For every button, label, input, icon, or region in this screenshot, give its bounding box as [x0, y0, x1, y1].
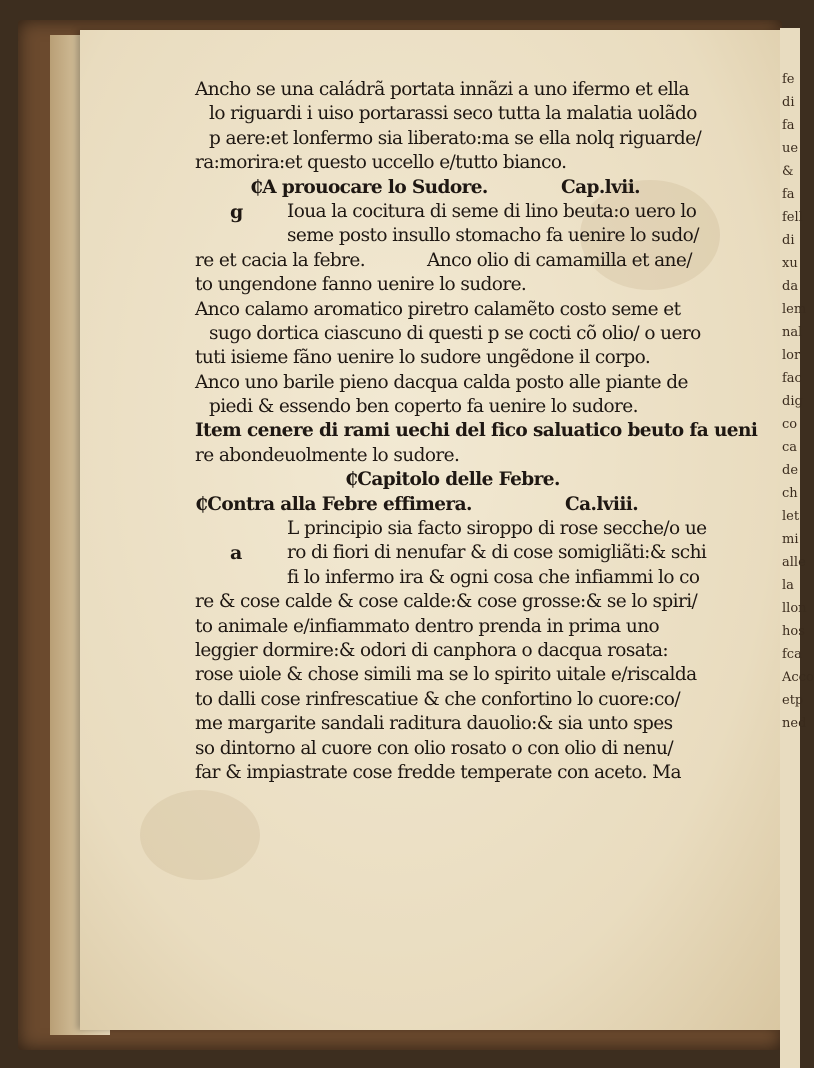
text-line	[195, 712, 755, 736]
facing-page-fragment: ca	[782, 440, 798, 455]
facing-page-fragment: fe	[782, 72, 795, 87]
text-line	[195, 663, 755, 687]
text-line	[195, 419, 758, 443]
text-line	[195, 517, 755, 541]
facing-page-edge	[780, 28, 814, 1068]
line-text: Anco calamo aromatico piretro calamẽto costo seme et	[195, 298, 681, 320]
line-text: to dalli cose rinfrescatiue & che confortino lo cuore:co/	[195, 688, 680, 710]
text-line	[195, 151, 755, 175]
text-line	[195, 688, 755, 712]
line-text: re & cose calde & cose calde:& cose grosse:& se lo spiri/	[195, 591, 698, 613]
facing-page-fragment: fca	[782, 647, 802, 662]
text-line	[195, 444, 755, 468]
text-line	[195, 371, 755, 395]
line-text: ro di fiori di nenufar & di cose somigliãti:& schi	[287, 542, 707, 564]
facing-page-fragment: xu	[782, 256, 798, 271]
text-line	[195, 224, 755, 248]
line-text: p aere:et lonfermo sia liberato:ma se ella nolq riguarde/	[209, 127, 702, 149]
line-text: rose uiole & chose simili ma se lo spirito uitale e/riscalda	[195, 664, 697, 686]
text-line	[195, 639, 755, 663]
facing-page-fragment: de	[782, 463, 799, 478]
line-text: Item cenere di rami uechi del fico saluatico beuto fa ueni	[195, 420, 758, 442]
text-line	[195, 346, 755, 370]
line-text: sugo dortica ciascuno di questi p se cocti cõ olio/ o uero	[209, 322, 701, 344]
line-text: re et cacia la febre.	[195, 249, 366, 271]
section-title: ₵Capitolo delle Febre.	[345, 469, 560, 491]
line-text: piedi & essendo ben coperto fa uenire lo sudore.	[209, 396, 638, 418]
facing-page-fragment: fa	[782, 187, 795, 202]
line-text: me margarite sandali raditura dauolio:& sia unto spes	[195, 713, 673, 735]
page-text-block	[195, 78, 758, 810]
text-line	[195, 102, 755, 126]
line-text: tuti isieme fãno uenire lo sudore ungẽdone il corpo.	[195, 347, 651, 369]
facing-page-fragment: la	[782, 578, 794, 593]
line-text: L principio sia facto siroppo di rose secche/o ue	[287, 518, 707, 540]
text-line	[195, 127, 755, 151]
text-line	[195, 761, 755, 785]
facing-page-fragment: fell	[782, 210, 803, 225]
facing-page-fragment: etp	[782, 693, 804, 708]
text-line	[195, 395, 755, 419]
line-text: lo riguardi i uiso portarassi seco tutta la malatia uolãdo	[209, 103, 697, 125]
chapter-number: Cap.lvii.	[561, 176, 640, 198]
line-text: re abondeuolmente lo sudore.	[195, 444, 460, 466]
facing-page-fragment: lor	[782, 348, 801, 363]
text-line	[195, 590, 755, 614]
facing-page-fragment: alle	[782, 555, 806, 570]
text-line	[195, 615, 755, 639]
facing-page-fragment: nal	[782, 325, 803, 340]
line-text: fi lo infermo ira & ogni cosa che infiammi lo co	[287, 566, 700, 588]
drop-initial-guide: g	[230, 200, 243, 223]
line-text: ra:morira:et questo uccello e/tutto bianco.	[195, 152, 567, 174]
section-heading	[195, 468, 755, 492]
chapter-heading	[195, 176, 755, 200]
text-line	[195, 298, 755, 322]
facing-page-fragment: da	[782, 279, 799, 294]
line-text: Ancho se una caládrã portata innãzi a uno ifermo et ella	[195, 79, 689, 100]
facing-page-fragment: lem	[782, 302, 807, 317]
facing-page-fragment: &	[782, 164, 794, 179]
facing-page-fragment: ch	[782, 486, 798, 501]
facing-page-fragment: di	[782, 233, 795, 248]
text-line	[195, 566, 755, 590]
facing-page-fragment: Acco	[782, 670, 814, 685]
drop-initial-guide: a	[230, 542, 242, 565]
text-line	[195, 200, 755, 224]
line-text: leggier dormire:& odori di canphora o dacqua rosata:	[195, 639, 669, 661]
text-line	[195, 737, 755, 761]
line-text: so dintorno al cuore con olio rosato o con olio di nenu/	[195, 737, 673, 759]
facing-page-fragment: di	[782, 95, 795, 110]
chapter-heading	[195, 493, 755, 517]
chapter-number: Ca.lviii.	[565, 493, 639, 515]
text-line	[195, 541, 755, 565]
text-line	[195, 78, 755, 102]
facing-page-fragment: ned	[782, 716, 807, 731]
facing-page-fragment: fa	[782, 118, 795, 133]
text-line	[195, 273, 755, 297]
line-text: seme posto insullo stomacho fa uenire lo sudo/	[287, 225, 699, 247]
line-text: Anco uno barile pieno dacqua calda posto alle piante de	[195, 371, 688, 393]
line-text: Ioua la cocitura di seme di lino beuta:o uero lo	[287, 200, 697, 222]
facing-page-fragment: co	[782, 417, 798, 432]
line-text: to animale e/infiammato dentro prenda in prima uno	[195, 615, 660, 637]
facing-page-fragment: llon	[782, 601, 807, 616]
text-line	[195, 249, 755, 273]
facing-page-fragment: dig	[782, 394, 803, 409]
chapter-title: ₵Contra alla Febre effimera.	[195, 493, 472, 515]
facing-page-fragment: fac	[782, 371, 802, 386]
line-text: far & impiastrate cose fredde temperate con aceto. Ma	[195, 761, 681, 783]
text-line	[195, 785, 755, 809]
chapter-title: ₵A prouocare lo Sudore.	[250, 176, 488, 198]
text-line	[195, 322, 755, 346]
facing-page-fragment: hos	[782, 624, 805, 639]
line-text: to ungendone fanno uenire lo sudore.	[195, 274, 527, 296]
line-text: Anco olio di camamilla et ane/	[427, 249, 692, 271]
facing-page-fragment: let	[782, 509, 800, 524]
facing-page-fragment: mi	[782, 532, 799, 547]
facing-page-text	[780, 68, 814, 735]
facing-page-fragment: ue	[782, 141, 799, 156]
